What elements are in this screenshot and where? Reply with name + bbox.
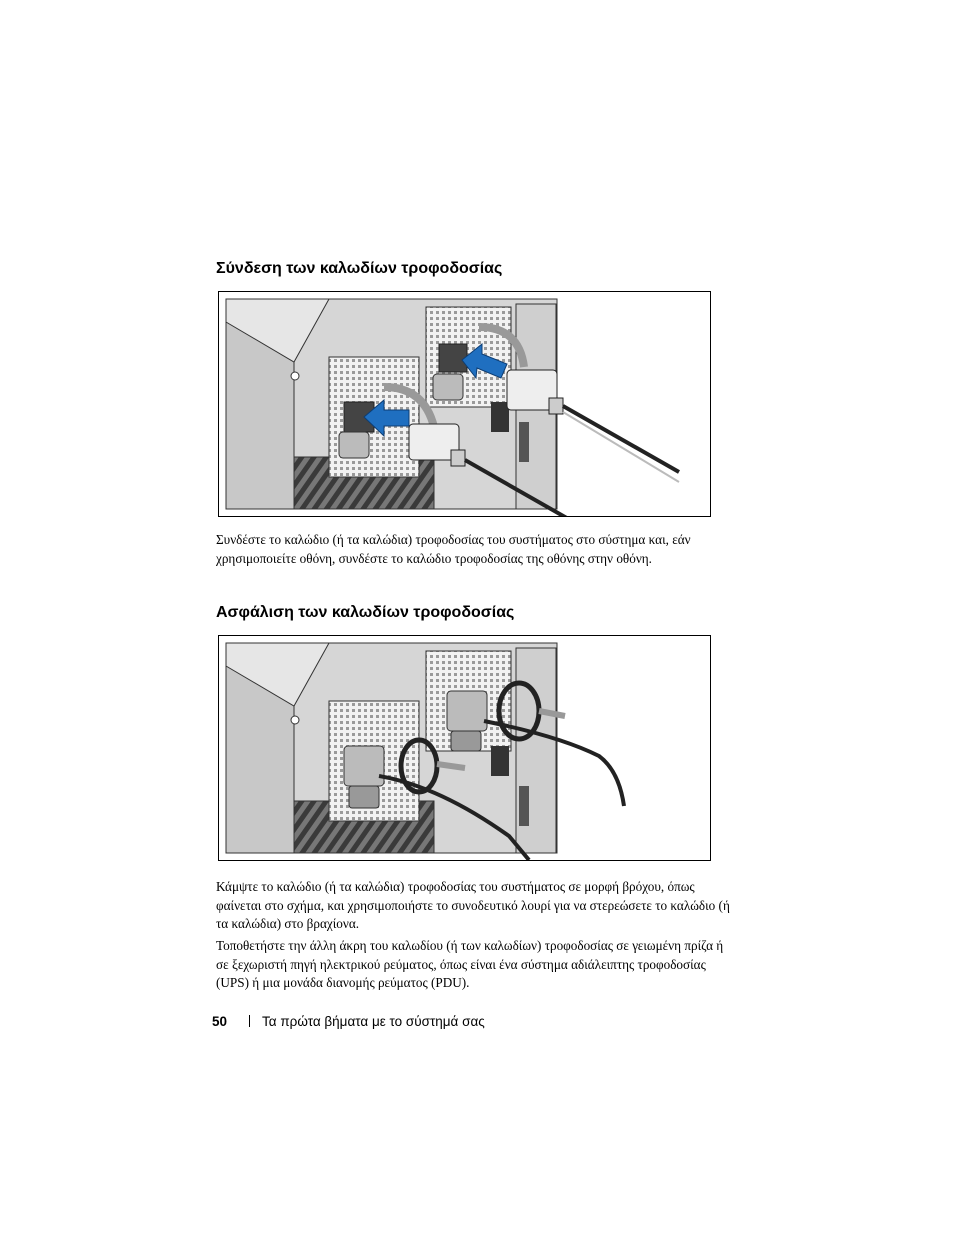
- footer-separator: [249, 1015, 250, 1027]
- section-heading-secure-power: Ασφάλιση των καλωδίων τροφοδοσίας: [216, 604, 515, 621]
- section2-body-1: Κάμψτε το καλώδιο (ή τα καλώδια) τροφοδοσίας του συστήματος σε μορφή βρόχου, όπως φαίνεται στο σχήμα, και χρησιμοποιήστε το συνοδευτικό λουρί για να στερεώσετε το καλώδιο (ή τα καλώδια) στο βραχίονα.: [216, 879, 730, 931]
- section-heading-connect-power: Σύνδεση των καλωδίων τροφοδοσίας: [216, 260, 503, 277]
- figure-connect-power-cables: [218, 291, 711, 517]
- section1-body: Συνδέστε το καλώδιο (ή τα καλώδια) τροφοδοσίας του συστήματος στο σύστημα και, εάν χρησιμοποιείτε οθόνη, συνδέστε το καλώδιο τροφοδοσίας της οθόνης στην οθόνη.: [216, 532, 691, 566]
- page-number: 50: [212, 1014, 228, 1029]
- server-chassis-illustration: [226, 643, 557, 853]
- section2-body-2: Τοποθετήστε την άλλη άκρη του καλωδίου (ή των καλωδίων) τροφοδοσίας σε γειωμένη πρίζα ή σε ξεχωριστή πηγή ηλεκτρικού ρεύματος, όπως είναι ένα σύστημα αδιάλειπτης τροφοδοσίας (UPS) ή μια μονάδα διανομής ρεύματος (PDU).: [216, 938, 724, 990]
- figure-secure-power-cables: [218, 635, 711, 861]
- chapter-title: Τα πρώτα βήματα με το σύστημά σας: [262, 1014, 485, 1029]
- page-footer: [212, 1014, 485, 1029]
